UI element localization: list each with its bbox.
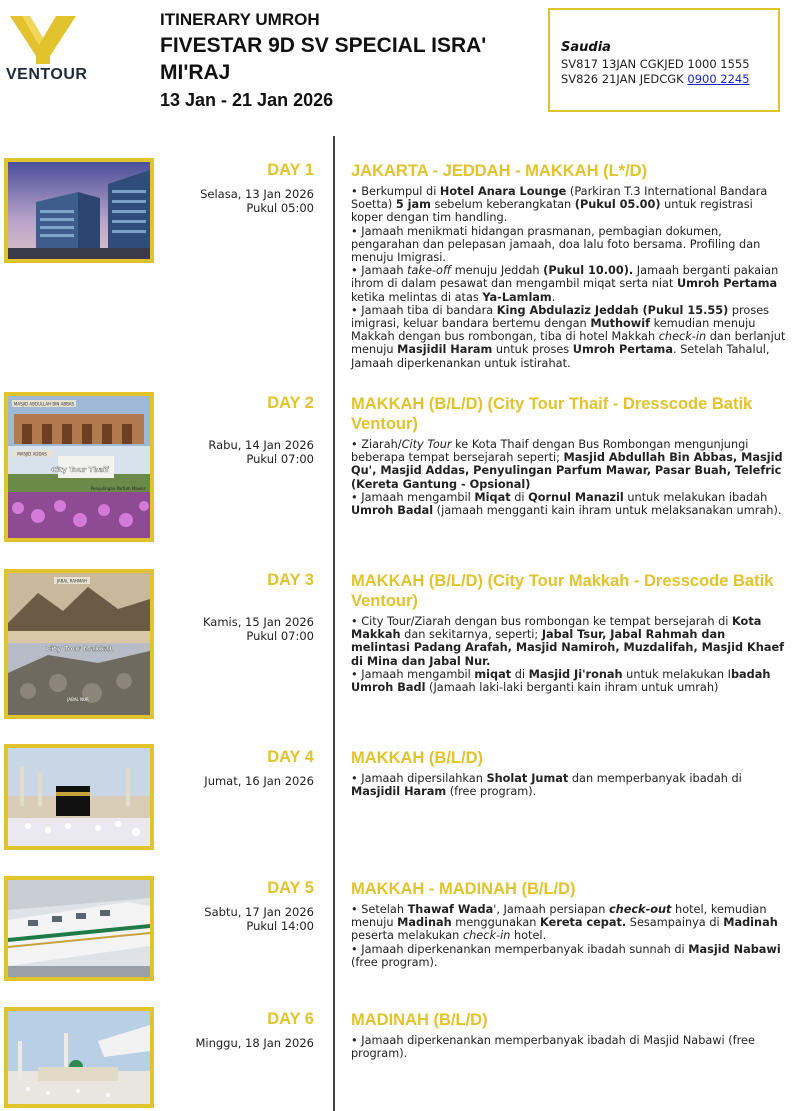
day2-photo-tag1: MASJID ABDULLAH BIN ABBAS — [13, 401, 75, 407]
itinerary-paragraph: • Jamaah dipersilahkan Sholat Jumat dan memperbanyak ibadah di Masjidil Haram (free program). — [351, 772, 742, 799]
ventour-logo-icon — [10, 16, 76, 64]
logo-text: VENTOUR — [6, 66, 88, 83]
date-range: 13 Jan - 21 Jan 2026 — [160, 90, 334, 110]
day-label: DAY 2 — [267, 394, 314, 412]
day-date — [204, 774, 314, 788]
day-date — [200, 187, 314, 215]
itinerary-paragraph: • Jamaah menikmati hidangan prasmanan, pembagian dokumen, pengarahan dan pelepasan jamaah, doa lalu foto bersama. Profiling dan menuju Imigrasi. — [351, 224, 761, 265]
day-date — [208, 438, 314, 466]
itinerary-paragraph: • Setelah Thawaf Wada', Jamaah persiapan check-out hotel, kemudian menuju Madinah menggunakan Kereta cepat. Sesampainya di Madinah peserta melakukan check-in hotel. — [351, 903, 778, 943]
day-title: MAKKAH (B/L/D) (City Tour Thaif - Dresscode Batik Ventour) — [351, 395, 753, 433]
day2-photo-tag3: Penyulingan Parfum Mawar — [90, 486, 146, 491]
day-date-text: Sabtu, 17 Jan 2026 — [204, 905, 314, 919]
day3-photo — [4, 569, 154, 719]
day-title: MAKKAH (B/L/D) (City Tour Makkah - Dresscode Batik Ventour) — [351, 572, 774, 610]
day-label: DAY 5 — [267, 879, 314, 897]
day-date-text: Rabu, 14 Jan 2026 — [208, 438, 314, 452]
day-label: DAY 3 — [267, 571, 314, 589]
itinerary-title-block — [160, 10, 540, 111]
day-body — [351, 1034, 787, 1060]
flight-info-box — [548, 8, 780, 112]
itinerary-paragraph: • Jamaah diperkenankan memperbanyak ibadah sunnah di Masjid Nabawi (free program). — [351, 942, 781, 969]
day-label: DAY 4 — [267, 748, 314, 766]
day2-photo-title: City Tour Thaif — [51, 466, 109, 474]
day3-photo-title: City Tour Makkah — [45, 645, 115, 653]
day-title: MADINAH (B/L/D) — [351, 1011, 488, 1029]
itinerary-paragraph: • Ziarah/City Tour ke Kota Thaif dengan Bus Rombongan mengunjungi beberapa tempat bersejarah seperti; Masjid Abdullah Bin Abbas, Masjid Qu', Masjid Addas, Penyulingan Parfum Mawar, Pasar Buah, Telefric (Kereta Gantung - Opsional) — [351, 438, 783, 491]
itinerary-paragraph: • Jamaah take-off menuju Jeddah (Pukul 10.00). Jamaah berganti pakaian ihrom di dalam pesawat dan mengambil miqat serta niat Umroh Pertama ketika melintas di atas Ya-Lamlam. — [351, 264, 779, 304]
itinerary-label: ITINERARY UMROH — [160, 10, 320, 29]
day2-photo — [4, 392, 154, 542]
day5-photo — [4, 876, 154, 981]
day-date-text: Selasa, 13 Jan 2026 — [200, 187, 314, 201]
day-date — [203, 615, 314, 643]
flight-return — [561, 72, 778, 87]
itinerary-paragraph: • Berkumpul di Hotel Anara Lounge (Parkiran T.3 International Bandara Soetta) 5 jam sebelum keberangkatan (Pukul 05.00) untuk registrasi koper dengan tim handling. — [351, 185, 768, 225]
day-title: MAKKAH - MADINAH (B/L/D) — [351, 880, 576, 898]
day-body — [351, 772, 787, 798]
airline-name: Saudia — [561, 40, 611, 55]
day-time-text: Pukul 05:00 — [246, 201, 314, 215]
day-label: DAY 1 — [267, 161, 314, 179]
day1-photo — [4, 158, 154, 263]
day-time-text: Pukul 07:00 — [246, 452, 314, 466]
timeline-divider — [333, 136, 335, 1111]
day-title: JAKARTA - JEDDAH - MAKKAH (L*/D) — [351, 162, 648, 180]
day3-photo-tag1: JABAL RAHMAH — [56, 578, 88, 584]
day-date — [204, 905, 314, 933]
itinerary-paragraph: • Jamaah diperkenankan memperbanyak ibadah di Masjid Nabawi (free program). — [351, 1034, 755, 1061]
itinerary-paragraph: • Jamaah tiba di bandara King Abdulaziz Jeddah (Pukul 15.55) proses imigrasi, keluar bandara bertemu dengan Muthowif kemudian menuju Makkah dengan bus rombongan, tiba di hotel Makkah check-in dan berlanjut menuju Masjidil Haram untuk proses Umroh Pertama. Setelah Tahalul, Jamaah diperkenankan untuk istirahat. — [351, 303, 786, 370]
package-title: FIVESTAR 9D SV SPECIAL ISRA' MI'RAJ — [160, 34, 487, 84]
day-date-text: Jumat, 16 Jan 2026 — [204, 774, 314, 788]
flight-return-link[interactable]: 0900 2245 — [687, 72, 750, 86]
day-date-text: Kamis, 15 Jan 2026 — [202, 615, 314, 629]
flight-outbound: SV817 13JAN CGKJED 1000 1555 — [561, 57, 750, 71]
itinerary-paragraph: • Jamaah mengambil miqat di Masjid Ji'ronah untuk melakukan Ibadah Umroh Badl (Jamaah laki-laki berganti kain ihram untuk umrah) — [351, 667, 771, 695]
day-body — [351, 903, 787, 969]
day-body — [351, 438, 787, 517]
day-body — [351, 185, 787, 370]
day-date — [195, 1036, 314, 1050]
day3-photo-tag2: JABAL NUR — [67, 697, 89, 702]
day-time-text: Pukul 07:00 — [246, 629, 314, 643]
day-title: MAKKAH (B/L/D) — [351, 749, 483, 767]
day-label: DAY 6 — [267, 1010, 314, 1028]
flight-return-text: SV826 21JAN JEDCGK — [561, 72, 688, 86]
day4-photo — [4, 744, 154, 850]
itinerary-paragraph: • Jamaah mengambil Miqat di Qornul Manazil untuk melakukan ibadah Umroh Badal (jamaah mengganti kain ihram untuk melaksanakan umrah). — [351, 490, 782, 518]
day6-photo — [4, 1007, 154, 1108]
day-time-text: Pukul 14:00 — [246, 919, 314, 933]
day-body — [351, 615, 787, 694]
itinerary-paragraph: • City Tour/Ziarah dengan bus rombongan ke tempat bersejarah di Kota Makkah dan sekitarnya, seperti; Jabal Tsur, Jabal Rahmah dan melintasi Padang Arafah, Masjid Namiroh, Muzdalifah, Masjid Khaef di Mina dan Jabal Nur. — [351, 615, 785, 668]
ventour-logo — [6, 16, 88, 84]
day-date-text: Minggu, 18 Jan 2026 — [195, 1036, 314, 1050]
day2-photo-tag2: MASJID ADDAS — [17, 451, 47, 457]
